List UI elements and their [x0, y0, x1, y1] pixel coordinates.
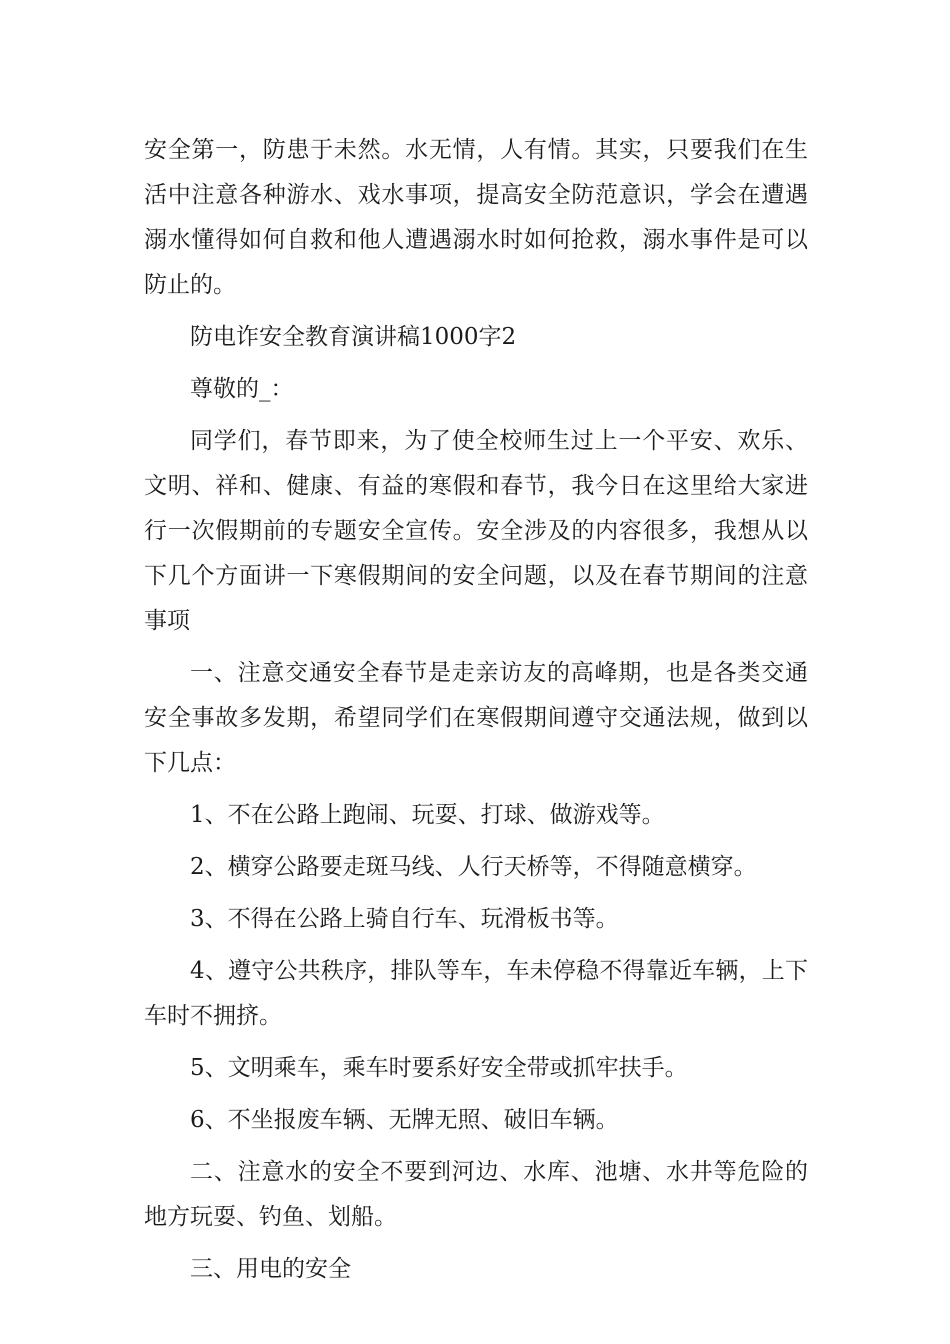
paragraph-8: 3、不得在公路上骑自行车、玩滑板书等。: [190, 906, 619, 932]
paragraph-3: 尊敬的_：: [190, 376, 294, 402]
paragraph-4: 同学们，春节即来，为了使全校师生过上一个平安、欢乐、文明、祥和、健康、有益的寒假和春节，我今日在这里给大家进行一次假期前的专题安全宣传。安全涉及的内容很多，我想从以下几个方面讲一下寒假期间的安全问题，以及在春节期间的注意事项: [144, 428, 808, 634]
document-body: [144, 128, 808, 1299]
paragraph-13: 三、用电的安全: [190, 1256, 351, 1282]
paragraph-5: 一、注意交通安全春节是走亲访友的高峰期，也是各类交通安全事故多发期，希望同学们在寒假期间遵守交通法规，做到以下几点：: [144, 660, 808, 776]
paragraph-1: 安全第一，防患于未然。水无情，人有情。其实，只要我们在生活中注意各种游水、戏水事项，提高安全防范意识，学会在遭遇溺水懂得如何自救和他人遭遇溺水时如何抢救，溺水事件是可以防止的。: [144, 137, 808, 298]
paragraph-7: 2、横穿公路要走斑马线、人行天桥等，不得随意横穿。: [190, 854, 757, 880]
paragraph-2: 防电诈安全教育演讲稿1000字2: [190, 324, 517, 350]
paragraph-9: 4、遵守公共秩序，排队等车，车未停稳不得靠近车辆，上下车时不拥挤。: [144, 958, 808, 1029]
paragraph-6: 1、不在公路上跑闹、玩耍、打球、做游戏等。: [190, 802, 665, 828]
paragraph-10: 5、文明乘车，乘车时要系好安全带或抓牢扶手。: [190, 1055, 688, 1081]
paragraph-11: 6、不坐报废车辆、无牌无照、破旧车辆。: [190, 1107, 619, 1133]
paragraph-12: 二、注意水的安全不要到河边、水库、池塘、水井等危险的地方玩耍、钓鱼、划船。: [144, 1159, 808, 1230]
